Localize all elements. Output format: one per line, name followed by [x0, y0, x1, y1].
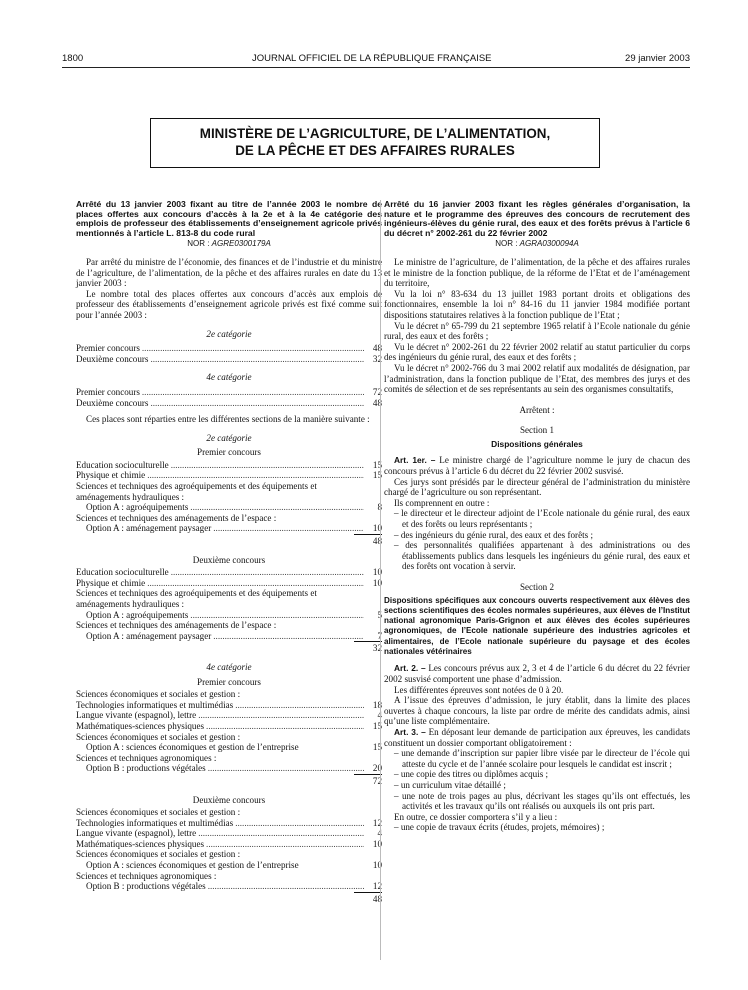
- table-row: Physique et chimie ..... 10: [76, 578, 382, 589]
- section-title: Dispositions générales: [491, 438, 583, 449]
- list-item: – une copie de travaux écrits (études, projets, mémoires) ;: [394, 822, 605, 833]
- total-row: 72: [76, 774, 382, 787]
- left-decree-title: Arrêté du 13 janvier 2003 fixant au titre de l’année 2003 le nombre de places offertes aux concours d’accès à la 2e et à la 4e catégorie des emplois de professeur des établissements d’enseignement agricole privés mentionnés à l’article L. 813-8 du code rural: [76, 199, 382, 238]
- left-para-2: Le nombre total des places offertes aux concours d’accès aux emplois de professeur des établissements d’enseignement agricole privés est fixé comme suit pour l’année 2003 :: [76, 288, 382, 320]
- header-rule: [62, 67, 690, 68]
- ministry-box: [150, 118, 600, 168]
- table-row: Option A : aménagement paysager ..... 10: [76, 523, 382, 534]
- column-divider: [380, 200, 381, 960]
- list-item: – un curriculum vitae détaillé ;: [394, 779, 506, 790]
- category-heading: 4e catégorie: [206, 661, 252, 672]
- left-nor: [76, 239, 382, 250]
- total-row: 48: [76, 534, 382, 547]
- table-row: Sciences et techniques des agroéquipements et des équipements et aménagements hydrauliques :: [76, 588, 317, 609]
- table-row: Option A : agroéquipements ..... 8: [76, 502, 382, 513]
- total-row: 32: [76, 641, 382, 654]
- table-row: Premier concours ..... 72: [76, 387, 382, 398]
- issue-date: 29 janvier 2003: [625, 53, 690, 64]
- right-para: Vu le décret n° 2002-261 du 22 février 2002 relatif au statut particulier du corps des ingénieurs du génie rural, des eaux et des forêts ;: [384, 341, 690, 363]
- right-para: Les différentes épreuves sont notées de 0 à 20.: [394, 684, 564, 695]
- table-row: Option A : sciences économiques et gestion de l’entreprise 10: [86, 860, 382, 871]
- left-para-1: Par arrêté du ministre de l’économie, des finances et de l’industrie et du ministre de l’agriculture, de l’alimentation, de la pêche et des affaires rurales en date du 13 janvier 2003 :: [76, 256, 382, 289]
- member-list: [384, 508, 690, 572]
- right-para: Le ministre de l’agriculture, de l’alimentation, de la pêche et des affaires rurales et le ministre de la fonction publique, de la réforme de l’Etat et de l’aménagement du territoire,: [384, 256, 690, 289]
- ministry-line-1: MINISTÈRE DE L’AGRICULTURE, DE L’ALIMENTATION,: [199, 126, 551, 141]
- left-para-3: Ces places sont réparties entre les différentes sections de la manière suivante :: [86, 414, 370, 425]
- nor-label: NOR :: [495, 239, 518, 249]
- right-para: Vu la loi n° 83-634 du 13 juillet 1983 portant droits et obligations des fonctionnaires, ensemble la loi n° 84-16 du 11 janvier 1984 modifiée portant dispositions statutaires relatives à la fonction publique de l’Etat ;: [384, 288, 690, 320]
- total-row: 48: [76, 892, 382, 905]
- table-row: Sciences économiques et sociales et gestion :: [76, 689, 241, 700]
- concours-heading: Premier concours: [197, 447, 261, 458]
- page-header: [62, 53, 690, 67]
- concours-heading: Premier concours: [197, 676, 261, 687]
- list-item: – une note de trois pages au plus, décrivant les stages qu’ils ont effectués, les activités et les travaux qu’ils ont réalisés ou auxquels ils ont pris part.: [394, 790, 690, 812]
- category-heading: 2e catégorie: [206, 328, 252, 339]
- table-row: Education socioculturelle ..... 10: [76, 567, 382, 578]
- ministry-line-2: DE LA PÊCHE ET DES AFFAIRES RURALES: [235, 143, 515, 158]
- page-number: 1800: [62, 53, 84, 64]
- section-heading: Section 2: [519, 582, 555, 592]
- table-row: Education socioculturelle ..... 15: [76, 460, 382, 471]
- list-item: – une copie des titres ou diplômes acquis ;: [394, 769, 549, 780]
- nor-label: NOR :: [187, 239, 210, 249]
- list-item: – des personnalités qualifiées appartenant à des administrations ou des établissements publics dans lesquels les ingénieurs du génie rural, des eaux et des forêts ont vocation à servir.: [394, 540, 690, 572]
- article-2: Art. 2. – Les concours prévus aux 2, 3 et 4 de l’article 6 du décret du 22 février 2002 susvisé comportent une phase d’admission.: [384, 663, 690, 684]
- table-row: Sciences économiques et sociales et gestion :: [76, 731, 241, 742]
- list-item: – une demande d’inscription sur papier libre visée par le directeur de l’école qui atteste du cycle et de l’année scolaire pour lesquels le candidat est inscrit ;: [394, 748, 690, 769]
- list-item: – le directeur et le directeur adjoint de l’Ecole nationale du génie rural, des eaux et des forêts ou leurs représentants ;: [394, 508, 690, 530]
- table-row: Sciences et techniques des aménagements de l’espace :: [76, 512, 277, 523]
- table-row: Technologies informatiques et multimédias ..... 12: [76, 818, 382, 829]
- table-row: Option B : productions végétales ..... 12: [76, 881, 382, 892]
- dossier-list: [384, 748, 690, 812]
- section-heading: Section 1: [519, 425, 555, 436]
- table-row: Langue vivante (espagnol), lettre ..... 4: [76, 828, 382, 839]
- table-row: Sciences et techniques des agroéquipements et des équipements et aménagements hydrauliques :: [76, 481, 317, 502]
- right-column: [384, 200, 690, 833]
- concours-heading: Deuxième concours: [192, 554, 266, 565]
- table-row: Option B : productions végétales ..... 20: [76, 763, 382, 774]
- nor-code: AGRE0300179A: [211, 239, 271, 249]
- table-row: Option A : sciences économiques et gestion de l’entreprise 15: [86, 742, 382, 753]
- table-row: Option A : agroéquipements ..... 5: [76, 610, 382, 621]
- category-heading: 4e catégorie: [206, 372, 252, 383]
- right-para: Vu le décret n° 2002-766 du 3 mai 2002 relatif aux modalités de désignation, par l’administration, dans la fonction publique de l’Etat, des membres des jurys et des comités de sélection et de ses représentants au sein des organismes consultatifs,: [384, 362, 690, 395]
- right-para: A l’issue des épreuves d’admission, le jury établit, dans la limite des places ouvertes à chaque concours, la liste par ordre de mérite des candidats admis, ainsi qu’une liste complémentaire.: [384, 695, 690, 727]
- table-row: Sciences et techniques agronomiques :: [76, 870, 217, 881]
- category-heading: 2e catégorie: [206, 432, 252, 443]
- extra-list: [384, 822, 690, 833]
- table-row: Technologies informatiques et multimédias ..... 18: [76, 700, 382, 711]
- table-row: Sciences et techniques agronomiques :: [76, 752, 217, 763]
- table-row: Sciences et techniques des aménagements de l’espace :: [76, 620, 277, 631]
- list-item: – des ingénieurs du génie rural, des eaux et des forêts ;: [394, 529, 593, 540]
- table-row: Premier concours ..... 48: [76, 343, 382, 354]
- table-row: Deuxième concours ..... 32: [76, 354, 382, 365]
- table-row: Option A : aménagement paysager ..... 7: [76, 631, 382, 642]
- table-row: Deuxième concours ..... 48: [76, 398, 382, 409]
- table-row: Sciences économiques et sociales et gestion :: [76, 849, 241, 860]
- left-column: [76, 200, 382, 904]
- article-1: Art. 1er. – Le ministre chargé de l’agriculture nomme le jury de chacun des concours prévus à l’article 6 du décret du 22 février 2002 susvisé.: [384, 455, 690, 477]
- table-row: Mathématiques-sciences physiques ..... 10: [76, 839, 382, 850]
- section-title: Dispositions spécifiques aux concours ouverts respectivement aux élèves des sections scientifiques des écoles normales supérieures, aux élèves de l’Institut national agronomique Paris-Grignon et aux élèves des écoles supérieures agronomiques, de l’Ecole nationale supérieure des industries agricoles et alimentaires, de l’Ecole nationale supérieure du paysage et des écoles nationales vétérinaires: [384, 595, 690, 657]
- right-para: En outre, ce dossier comportera s’il y a lieu :: [394, 811, 558, 822]
- table-row: Mathématiques-sciences physiques ..... 15: [76, 721, 382, 732]
- right-para: Vu le décret n° 65-799 du 21 septembre 1965 relatif à l’Ecole nationale du génie rural, des eaux et des forêts ;: [384, 320, 690, 342]
- article-3: Art. 3. – En déposant leur demande de participation aux épreuves, les candidats constituent un dossier comportant obligatoirement :: [384, 726, 690, 748]
- table-row: Langue vivante (espagnol), lettre ..... 4: [76, 710, 382, 721]
- table-row: Physique et chimie ..... 15: [76, 470, 382, 481]
- concours-heading: Deuxième concours: [192, 794, 266, 805]
- right-para: Ils comprennent en outre :: [394, 497, 490, 508]
- journal-title: JOURNAL OFFICIEL DE LA RÉPUBLIQUE FRANÇAISE: [252, 53, 492, 64]
- right-decree-title: Arrêté du 16 janvier 2003 fixant les règles générales d’organisation, la nature et le programme des épreuves des concours de recrutement des ingénieurs-élèves du génie rural, des eaux et des forêts prévus à l’article 6 du décret n° 2002-261 du 22 février 2002: [384, 199, 690, 238]
- nor-code: AGRA0300094A: [519, 239, 579, 249]
- table-row: Sciences économiques et sociales et gestion :: [76, 807, 241, 818]
- right-para: Ces jurys sont présidés par le directeur général de l’administration du ministère chargé de l’agriculture ou son représentant.: [384, 476, 690, 498]
- arretent: Arrêtent :: [519, 404, 555, 415]
- right-nor: [384, 239, 690, 250]
